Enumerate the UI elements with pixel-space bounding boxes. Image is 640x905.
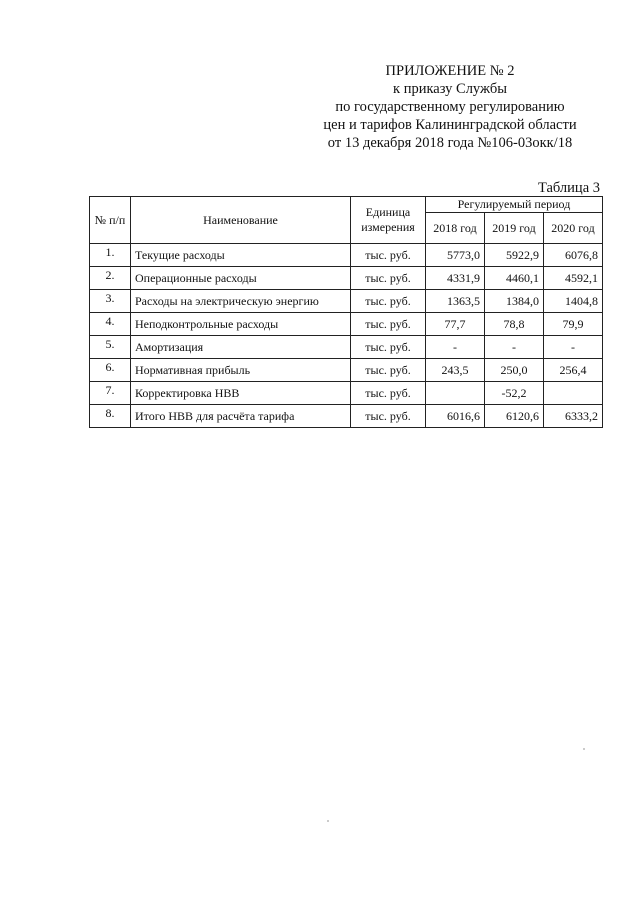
row-name: Итого НВВ для расчёта тарифа [131, 405, 351, 428]
row-num: 1. [90, 244, 131, 267]
row-value-2018: 4331,9 [426, 267, 485, 290]
row-value-2020: - [544, 336, 603, 359]
header-year-2018: 2018 год [426, 213, 485, 244]
row-name: Корректировка НВВ [131, 382, 351, 405]
row-value-2019: 5922,9 [485, 244, 544, 267]
header-unit: Единица измерения [351, 197, 426, 244]
table-row [90, 359, 603, 382]
header-name: Наименование [131, 197, 351, 244]
order-authority-line1: по государственному регулированию [335, 99, 565, 115]
row-value-2020: 6333,2 [544, 405, 603, 428]
row-value-2020: 256,4 [544, 359, 603, 382]
row-name: Расходы на электрическую энергию [131, 290, 351, 313]
row-value-2019: - [485, 336, 544, 359]
row-value-2018: 6016,6 [426, 405, 485, 428]
row-name: Операционные расходы [131, 267, 351, 290]
row-num: 8. [90, 405, 131, 428]
table-row [90, 267, 603, 290]
appendix-title: ПРИЛОЖЕНИЕ № 2 [385, 63, 515, 79]
table-row [90, 290, 603, 313]
header-year-2019: 2019 год [485, 213, 544, 244]
table-row [90, 405, 603, 428]
order-reference: к приказу Службы [393, 81, 507, 97]
row-name: Нормативная прибыль [131, 359, 351, 382]
row-num: 3. [90, 290, 131, 313]
header-year-2020: 2020 год [544, 213, 603, 244]
row-value-2018: 1363,5 [426, 290, 485, 313]
row-value-2020 [544, 382, 603, 405]
table-row [90, 244, 603, 267]
row-num: 2. [90, 267, 131, 290]
scan-speck [327, 820, 329, 822]
row-value-2019: -52,2 [485, 382, 544, 405]
row-unit: тыс. руб. [351, 313, 426, 336]
row-value-2019: 250,0 [485, 359, 544, 382]
header-num: № п/п [90, 197, 131, 244]
row-value-2020: 1404,8 [544, 290, 603, 313]
row-unit: тыс. руб. [351, 244, 426, 267]
row-unit: тыс. руб. [351, 359, 426, 382]
table-row [90, 313, 603, 336]
scan-speck [583, 748, 585, 750]
row-num: 5. [90, 336, 131, 359]
row-num: 4. [90, 313, 131, 336]
row-num: 6. [90, 359, 131, 382]
row-name: Текущие расходы [131, 244, 351, 267]
table-row [90, 336, 603, 359]
row-value-2018: 5773,0 [426, 244, 485, 267]
row-value-2018: 243,5 [426, 359, 485, 382]
row-unit: тыс. руб. [351, 336, 426, 359]
tariff-table [89, 196, 603, 428]
order-authority-line2: цен и тарифов Калининградской области [323, 117, 577, 133]
row-value-2018 [426, 382, 485, 405]
row-unit: тыс. руб. [351, 405, 426, 428]
row-name: Амортизация [131, 336, 351, 359]
order-date-number: от 13 декабря 2018 года №106-03окк/18 [327, 135, 573, 151]
table-row [90, 382, 603, 405]
header-period: Регулируемый период [426, 197, 603, 213]
table-caption: Таблица 3 [537, 180, 600, 196]
row-value-2019: 1384,0 [485, 290, 544, 313]
row-value-2019: 4460,1 [485, 267, 544, 290]
row-value-2020: 4592,1 [544, 267, 603, 290]
row-value-2020: 79,9 [544, 313, 603, 336]
row-unit: тыс. руб. [351, 382, 426, 405]
row-value-2019: 78,8 [485, 313, 544, 336]
row-name: Неподконтрольные расходы [131, 313, 351, 336]
row-value-2018: 77,7 [426, 313, 485, 336]
row-unit: тыс. руб. [351, 290, 426, 313]
row-value-2020: 6076,8 [544, 244, 603, 267]
row-value-2019: 6120,6 [485, 405, 544, 428]
row-value-2018: - [426, 336, 485, 359]
row-unit: тыс. руб. [351, 267, 426, 290]
row-num: 7. [90, 382, 131, 405]
document-header [300, 62, 600, 152]
